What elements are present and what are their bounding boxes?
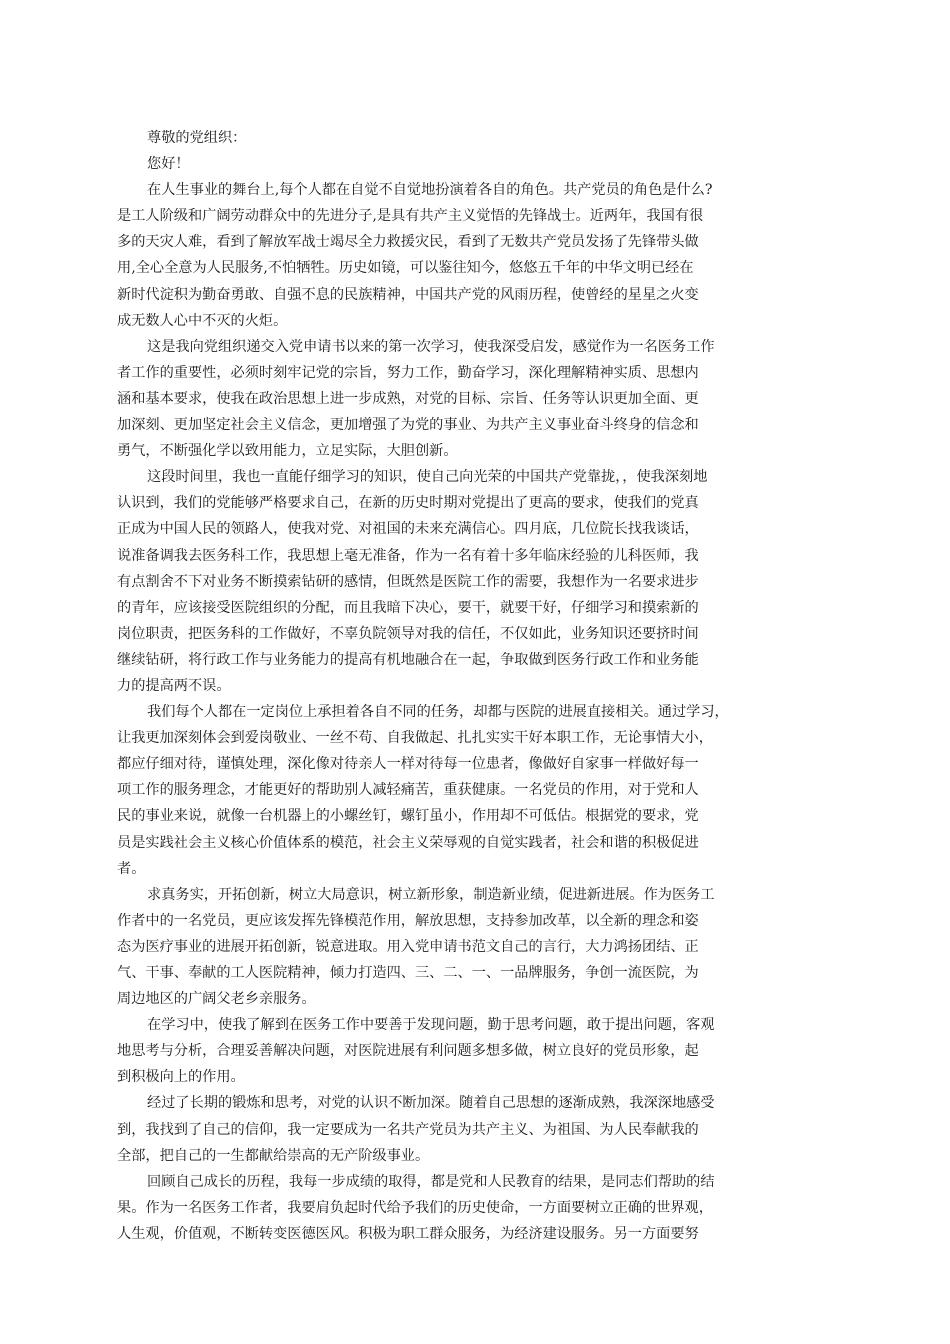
document-page	[117, 125, 799, 1247]
paragraph-line: 岗位职责，把医务科的工作做好，不辜负院领导对我的信任，不仅如此，业务知识还要挤时间	[117, 625, 699, 642]
paragraph-line: 让我更加深刻体会到爱岗敬业、一丝不苟、自我做起、扎扎实实干好本职工作，无论事情大小，	[117, 730, 713, 747]
paragraph-line: 是工人阶级和广阔劳动群众中的先进分子,是具有共产主义觉悟的先锋战士。近两年，我国有很	[117, 208, 704, 225]
paragraph-line: 继续钻研，将行政工作与业务能力的提高有机地融合在一起，争取做到医务行政工作和业务能	[117, 651, 699, 668]
paragraph-line: 作者中的一名党员，更应该发挥先锋模范作用，解放思想，支持参加改革，以全新的理念和姿	[117, 912, 699, 929]
paragraph-line: 周边地区的广阔父老乡亲服务。	[117, 991, 316, 1008]
paragraph-line: 项工作的服务理念，才能更好的帮助别人减轻痛苦，重获健康。一名党员的作用，对于党和人	[117, 782, 699, 799]
paragraph-line: 力的提高两不误。	[117, 677, 231, 694]
paragraph-line: 勇气，不断强化学以致用能力，立足实际，大胆创新。	[117, 443, 458, 460]
paragraph-line: 用,全心全意为人民服务,不怕牺牲。历史如镜，可以鉴往知今，悠悠五千年的中华文明已经在	[117, 260, 694, 277]
paragraph-line: 这段时间里，我也一直能仔细学习的知识，使自己向光荣的中国共产党靠拢，，使我深刻地	[147, 469, 708, 486]
paragraph-line: 有点割舍不下对业务不断摸索钻研的感情，但既然是医院工作的需要，我想作为一名要求进步	[117, 573, 699, 590]
paragraph-line: 正成为中国人民的领路人，使我对党、对祖国的未来充满信心。四月底，几位院长找我谈话，	[117, 521, 699, 538]
paragraph-line: 到积极向上的作用。	[117, 1069, 245, 1086]
letter-body	[117, 177, 799, 1247]
paragraph	[117, 177, 799, 334]
paragraph-line: 员是实践社会主义核心价值体系的模范，社会主义荣辱观的自觉实践者，社会和谐的积极促进	[117, 834, 699, 851]
paragraph-line: 新时代淀积为勤奋勇敢、自强不息的民族精神，中国共产党的风雨历程，使曾经的星星之火变	[117, 286, 699, 303]
paragraph-line: 态为医疗事业的进展开拓创新，锐意进取。用入党申请书范文自己的言行，大力鸿扬团结、正	[117, 938, 699, 955]
paragraph-line: 在学习中，使我了解到在医务工作中要善于发现问题，勤于思考问题，敢于提出问题，客观	[147, 1017, 715, 1034]
paragraph-line: 成无数人心中不灭的火炬。	[117, 312, 288, 329]
paragraph-line: 者。	[117, 860, 146, 877]
paragraph-line: 这是我向党组织递交入党申请书以来的第一次学习，使我深受启发，感觉作为一名医务工作	[147, 338, 715, 355]
paragraph	[117, 1012, 799, 1090]
paragraph-line: 说准备调我去医务科工作，我思想上毫无准备，作为一名有着十多年临床经验的儿科医师，我	[117, 547, 699, 564]
paragraph-line: 的青年，应该接受医院组织的分配，而且我暗下决心，要干，就要干好，仔细学习和摸索新的	[117, 599, 699, 616]
paragraph	[117, 882, 799, 1012]
paragraph-line: 人生观，价值观，不断转变医德医风。积极为职工群众服务，为经济建设服务。另一方面要努	[117, 1225, 699, 1242]
paragraph-line: 在人生事业的舞台上,每个人都在自觉不自觉地扮演着各自的角色。共产党员的角色是什么?	[147, 182, 713, 199]
paragraph-line: 气、干事、奉献的工人医院精神，倾力打造四、三、二、一、一品牌服务，争创一流医院，为	[117, 965, 699, 981]
salutation: 尊敬的党组织：	[147, 130, 247, 146]
paragraph	[117, 699, 799, 882]
paragraph-line: 我们每个人都在一定岗位上承担着各自不同的任务，却都与医院的进展直接相关。通过学习，	[147, 704, 729, 721]
greeting: 您好！	[147, 156, 190, 173]
paragraph-line: 多的天灾人难，看到了解放军战士竭尽全力救援灾民，看到了无数共产党员发扬了先锋带头做	[117, 234, 699, 251]
paragraph	[117, 334, 799, 464]
paragraph-line: 求真务实，开拓创新，树立大局意识，树立新形象，制造新业绩，促进新进展。作为医务工	[147, 886, 715, 903]
paragraph-line: 全部，把自己的一生都献给崇高的无产阶级事业。	[117, 1147, 430, 1164]
paragraph-line: 地思考与分析，合理妥善解决问题，对医院进展有利问题多想多做，树立良好的党员形象，起	[117, 1043, 699, 1060]
paragraph-line: 民的事业来说，就像一台机器上的小螺丝钉，螺钉虽小，作用却不可低估。根据党的要求，党	[117, 808, 699, 825]
paragraph	[117, 1090, 799, 1168]
paragraph-line: 到，我找到了自己的信仰，我一定要成为一名共产党员为共产主义、为祖国、为人民奉献我的	[117, 1121, 699, 1138]
paragraph-line: 果。作为一名医务工作者，我要肩负起时代给予我们的历史使命，一方面要树立正确的世界观，	[117, 1199, 713, 1216]
paragraph-line: 者工作的重要性，必须时刻牢记党的宗旨，努力工作，勤奋学习，深化理解精神实质、思想内	[117, 364, 699, 381]
paragraph	[117, 1169, 799, 1247]
paragraph-line: 都应仔细对待，谨慎处理，深化像对待亲人一样对待每一位患者，像做好自家事一样做好每一	[117, 756, 699, 773]
paragraph-line: 认识到，我们的党能够严格要求自己，在新的历史时期对党提出了更高的要求，使我们的党真	[117, 495, 699, 512]
paragraph-line: 经过了长期的锻炼和思考，对党的认识不断加深。随着自己思想的逐渐成熟，我深深地感受	[147, 1095, 715, 1112]
paragraph-line: 回顾自己成长的历程，我每一步成绩的取得，都是党和人民教育的结果，是同志们帮助的结	[147, 1173, 715, 1190]
paragraph	[117, 464, 799, 699]
paragraph-line: 加深刻、更加坚定社会主义信念，更加增强了为党的事业、为共产主义事业奋斗终身的信念和	[117, 417, 699, 434]
paragraph-line: 涵和基本要求，使我在政治思想上进一步成熟，对党的目标、宗旨、任务等认识更加全面、更	[117, 390, 699, 407]
